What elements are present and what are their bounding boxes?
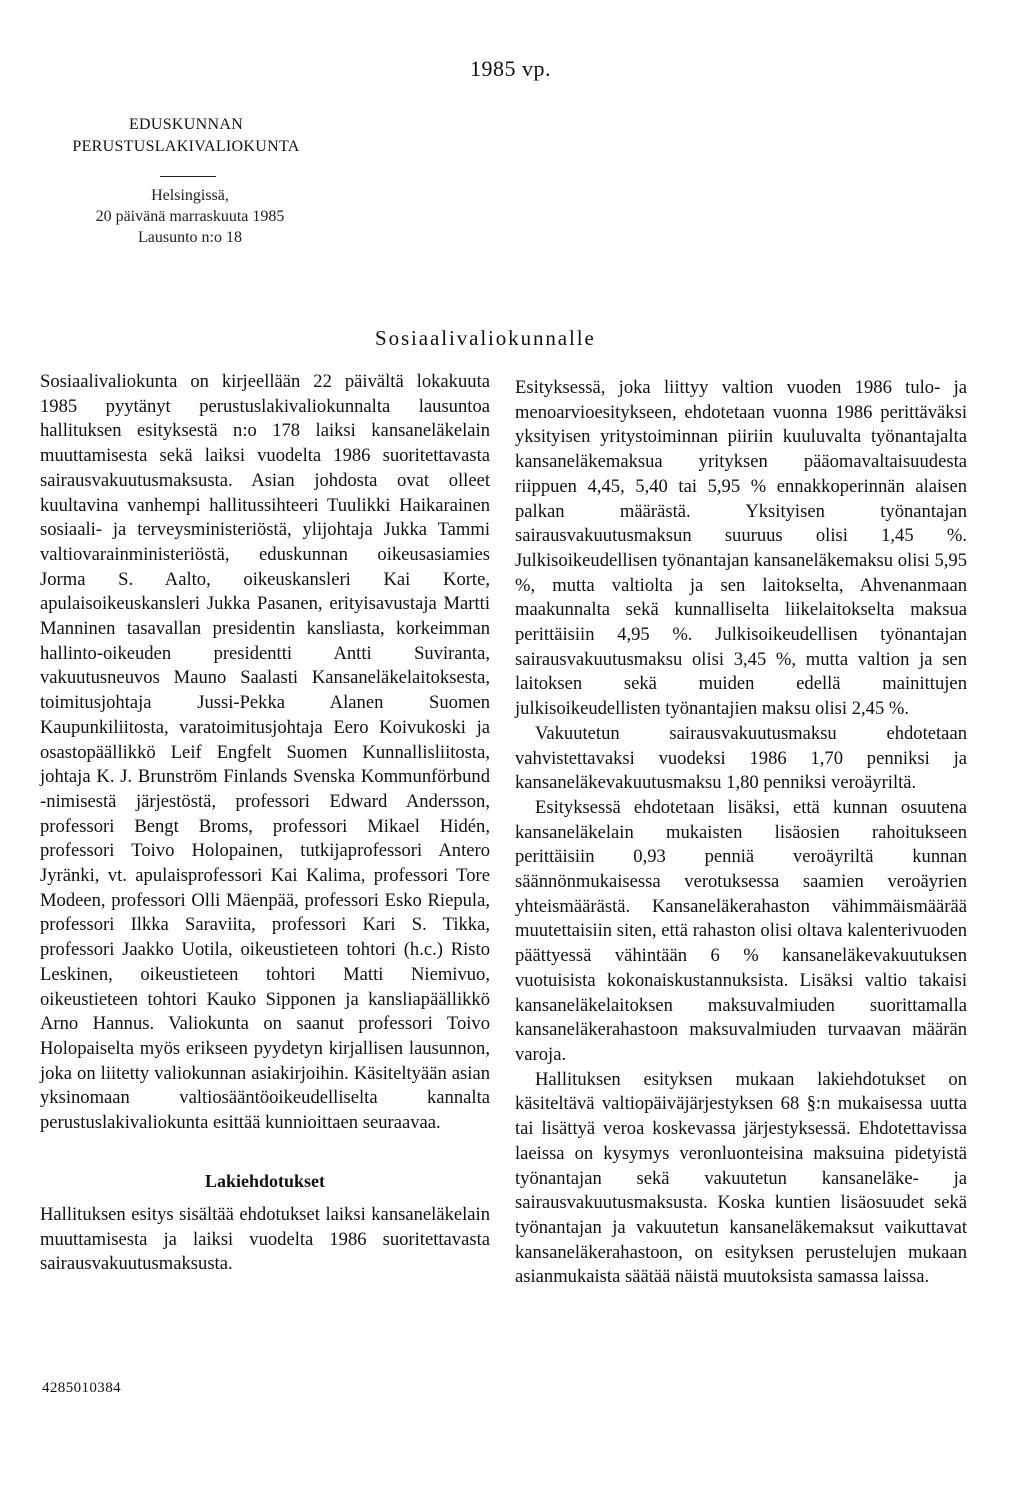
statement-number: Lausunto n:o 18 [138,229,242,246]
city: Helsingissä, [151,187,229,204]
committee-line-2: PERUSTUSLAKIVALIOKUNTA [72,138,300,155]
date: 20 päivänä marraskuuta 1985 [95,208,285,225]
committee-name [40,114,332,158]
left-paragraph-2: Hallituksen esitys sisältää ehdotukset laiksi kansaneläkelain muuttamisesta ja laiksi vuodelta 1986 suoritettavasta sairausvakuutusmaksusta. [40,1204,490,1275]
session-year: 1985 vp. [470,56,551,81]
place-and-date [40,185,340,248]
divider-rule [160,176,216,177]
right-paragraph-2: Vakuutetun sairausvakuutusmaksu ehdotetaan vahvistettavaksi vuodeksi 1986 1,70 penniksi ja kansaneläkevakuutusmaksu 1,80 penniksi veroäyriltä. [515,722,967,794]
right-paragraph-3: Esityksessä ehdotetaan lisäksi, että kunnan osuutena kansaneläkelain mukaisten lisäosien rahoitukseen perittäisiin 0,93 penniä veroäyriltä kunnan säännönmukaisessa verotuksessa saamien veroäyrien yhteismäärästä. Kansaneläkerahaston vähimmäismäärää muutettaisiin siten, että rahaston olisi oltava kalenterivuoden päättyessä vähintään 6 % kansaneläkevakuutuksen vuotuisista kokonaiskustannuksista. Lisäksi valtio takaisi kansaneläkelaitoksen maksuvalmiuden suorittamalla kansaneläkerahastoon maksuvalmiuden turvaavan määrän varoja. [515,796,967,1065]
section-heading: Lakiehdotukset [204,1171,326,1191]
left-paragraph-1: Sosiaalivaliokunta on kirjeellään 22 päivältä lokakuuta 1985 pyytänyt perustuslakivaliokunnalta lausuntoa hallituksen esityksestä n:o 178 laiksi kansaneläkelain muuttamisesta sekä laiksi vuodelta 1986 suoritettavasta sairausvakuutusmaksusta. Asian johdosta ovat olleet kuultavina vanhempi hallitussihteeri Tuulikki Haikarainen sosiaali- ja terveysministeriöstä, ylijohtaja Jukka Tammi valtiovarainministeriöstä, eduskunnan oikeusasiamies Jorma S. Aalto, oikeuskansleri Kai Korte, apulaisoikeuskansleri Jukka Pasanen, erityisavustaja Martti Manninen tasavallan presidentin kansliasta, korkeimman hallinto-oikeuden presidentti Antti Suviranta, vakuutusneuvos Mauno Saalasti Kansaneläkelaitoksesta, toimitusjohtaja Jussi-Pekka Alanen Suomen Kaupunkiliitosta, varatoimitusjohtaja Eero Koivukoski ja osastopäällikkö Leif Engfelt Suomen Kunnallisliitosta, johtaja K. J. Brunström Finlands Svenska Kommunförbund -nimisestä järjestöstä, professori Edward Andersson, professori Bengt Broms, professori Mikael Hidén, professori Toivo Holopainen, tutkijaprofessori Antero Jyränki, vt. apulaisprofessori Kai Kalima, professori Tore Modeen, professori Olli Mäenpää, professori Esko Riepula, professori Ilkka Saraviita, professori Kari S. Tikka, professori Jaakko Uotila, oikeustieteen tohtori (h.c.) Risto Leskinen, oikeustieteen tohtori Matti Niemivuo, oikeustieteen tohtori Kauko Sipponen ja kansliapäällikkö Arno Hannus. Valiokunta on saanut professori Toivo Holopaiselta myös erikseen pyydetyn kirjallisen lausunnon, joka on liitetty valiokunnan asiakirjoihin. Käsiteltyään asian yksinomaan valtiosääntöoikeudelliselta kannalta perustuslakivaliokunta esittää kunnioittaen seuraavaa. [40,371,490,1134]
left-column-continued [40,1203,490,1277]
left-column [40,370,490,1136]
committee-line-1: EDUSKUNNAN [128,116,244,133]
right-column [515,376,967,1290]
document-code: 4285010384 [42,1380,121,1396]
right-paragraph-4: Hallituksen esityksen mukaan lakiehdotukset on käsiteltävä valtiopäiväjärjestyksen 68 §:n mukaisessa uutta tai lisättyä veroa koskevassa järjestyksessä. Ehdotettavissa laeissa on kysymys veronluonteisina maksuina pidetyistä työnantajan sekä vakuutetun kansaneläke- ja sairausvakuutusmaksusta. Koska kuntien lisäosuudet sekä työnantajan ja vakuutetun kansaneläkemaksut vaikuttavat kansaneläkerahastoon, on esityksen perustelujen mukaan asianmukaista säätää näistä muutoksista samassa laissa. [515,1068,967,1288]
right-paragraph-1: Esityksessä, joka liittyy valtion vuoden 1986 tulo- ja menoarvioesitykseen, ehdotetaan vuonna 1986 perittäväksi yksityisen yritystoiminnan piiriin kuuluvalta työnantajalta kansaneläkemaksua yrityksen pääomavaltaisuudesta riippuen 4,45, 5,40 tai 5,95 % ennakkoperinnän alaisen palkan määrästä. Yksityisen työnantajan sairausvakuutusmaksun suuruus olisi 1,45 %. Julkisoikeudellisen työnantajan kansaneläkemaksu olisi 5,95 %, mutta valtiolta ja sen laitokselta, Ahvenanmaan maakunnalta sekä kunnalliselta liikelaitokselta maksua perittäisiin 4,95 %. Julkisoikeudellisen työnantajan sairausvakuutusmaksu olisi 3,45 %, mutta valtion ja sen laitoksen sekä muiden edellä mainittujen julkisoikeudellisten työnantajien maksu olisi 2,45 %. [515,377,967,720]
addressee: Sosiaalivaliokunnalle [375,326,596,350]
